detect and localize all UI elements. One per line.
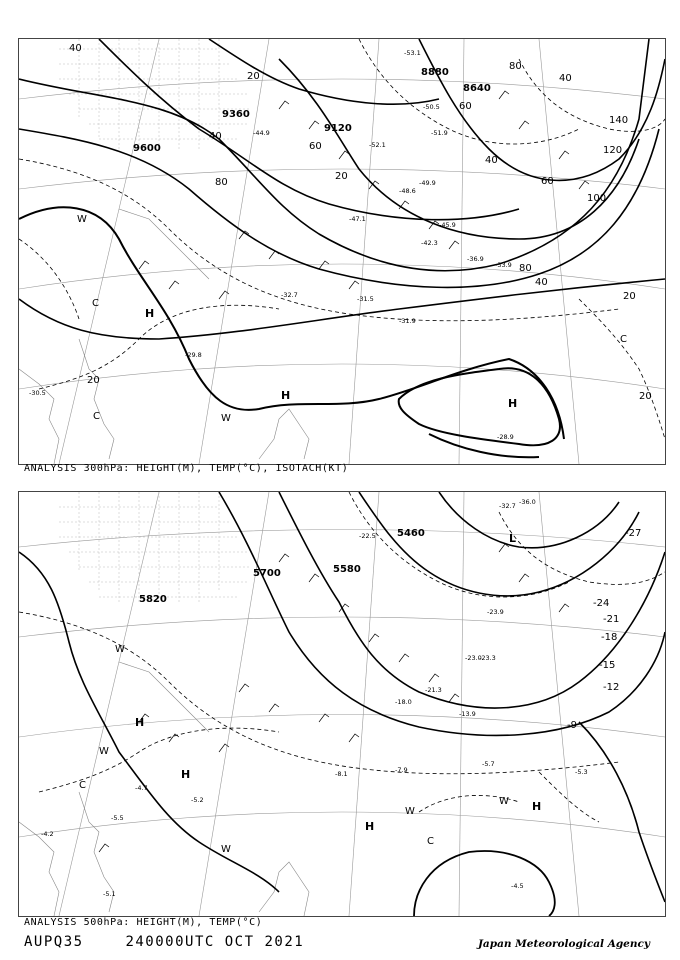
temperature-label: -13.9 xyxy=(459,710,476,718)
temperature-label: -49.9 xyxy=(419,179,436,187)
cold-center: C xyxy=(93,411,100,422)
graticule xyxy=(19,39,665,464)
low-center: L xyxy=(509,532,517,545)
temperature-label: -9 xyxy=(567,720,577,731)
cold-center: C xyxy=(620,334,627,345)
high-center: H xyxy=(365,820,375,833)
temperature-label: -28.9 xyxy=(497,433,514,441)
warm-center: W xyxy=(221,844,231,855)
isotach-label: 80 xyxy=(215,177,228,188)
height-contours xyxy=(19,492,665,902)
temperature-label: -21.3 xyxy=(425,686,442,694)
temperature-label: -30.5 xyxy=(29,389,46,397)
zero-line xyxy=(19,207,564,457)
chart-300hpa-caption: ANALYSIS 300hPa: HEIGHT(M), TEMP(°C), ISOTACH(KT) xyxy=(24,463,349,474)
temperature-label: -52.1 xyxy=(369,141,386,149)
temperature-label: -8.1 xyxy=(335,770,348,778)
valid-time: 240000UTC OCT 2021 xyxy=(125,934,305,950)
temperature-label: -45.9 xyxy=(439,221,456,229)
isotach-label: 20 xyxy=(335,171,348,182)
height-contours xyxy=(19,39,665,339)
temperature-label: -36.9 xyxy=(467,255,484,263)
isotach-label: 60 xyxy=(309,141,322,152)
isotach-label: 20 xyxy=(247,71,260,82)
warm-center: W xyxy=(499,796,509,807)
height-label: 9120 xyxy=(324,123,352,134)
warm-center: W xyxy=(77,214,87,225)
temperature-label: -33.9 xyxy=(495,261,512,269)
warm-center: W xyxy=(405,806,415,817)
temperature-label: -36.0 xyxy=(519,498,536,506)
chart-500hpa xyxy=(18,491,666,917)
height-label: 5820 xyxy=(139,594,167,605)
isotach-label: 80 xyxy=(509,61,522,72)
chart-500hpa-caption: ANALYSIS 500hPa: HEIGHT(M), TEMP(°C) xyxy=(24,917,263,928)
isotach-label: 100 xyxy=(587,193,607,204)
cold-center: C xyxy=(92,298,99,309)
high-center: H xyxy=(135,716,145,729)
temperature-label: -18.0 xyxy=(395,698,412,706)
isotach-label: 20 xyxy=(87,375,100,386)
temperature-label: -5.5 xyxy=(111,814,124,822)
graticule xyxy=(19,492,665,916)
temperature-label: -23.9 xyxy=(487,608,504,616)
temperature-label: -18 xyxy=(601,632,618,643)
isotach-label: 140 xyxy=(609,115,629,126)
product-code: AUPQ35 xyxy=(24,934,84,950)
temperature-label: -47.1 xyxy=(349,215,366,223)
high-center: H xyxy=(508,397,518,410)
temperature-label: -5.2 xyxy=(191,796,204,804)
isotach-label: 20 xyxy=(639,391,652,402)
temperature-label: -48.6 xyxy=(399,187,416,195)
temperature-label: -15 xyxy=(599,660,616,671)
warm-center: W xyxy=(221,413,231,424)
isotach-label: 40 xyxy=(559,73,572,84)
product-header xyxy=(24,934,304,950)
height-label: 5700 xyxy=(253,568,281,579)
temperature-label: -23.0 xyxy=(465,654,482,662)
isotach-label: 40 xyxy=(69,43,82,54)
temperature-label: -29.8 xyxy=(185,351,202,359)
warm-center: W xyxy=(99,746,109,757)
zero-line xyxy=(414,851,555,916)
height-label: 9360 xyxy=(222,109,250,120)
isotach-label: 40 xyxy=(485,155,498,166)
temperature-label: -4.2 xyxy=(41,830,54,838)
chart-300hpa-map xyxy=(19,39,665,464)
height-label: 9600 xyxy=(133,143,161,154)
cold-center: C xyxy=(79,780,86,791)
height-label: 8640 xyxy=(463,83,491,94)
temperature-label: -32.7 xyxy=(281,291,298,299)
temperature-label: -32.7 xyxy=(499,502,516,510)
temperature-label: -42.3 xyxy=(421,239,438,247)
isotach-label: 20 xyxy=(623,291,636,302)
cold-center: C xyxy=(427,836,434,847)
temperature-label: -7.9 xyxy=(395,766,408,774)
isotach-label: 60 xyxy=(459,101,472,112)
temperature-label: -27 xyxy=(625,528,642,539)
coastline xyxy=(19,662,309,916)
high-center: H xyxy=(181,768,191,781)
height-label: 5580 xyxy=(333,564,361,575)
temperature-label: -4.5 xyxy=(511,882,524,890)
temperature-label: -4.7 xyxy=(135,784,148,792)
temperature-label: -44.9 xyxy=(253,129,270,137)
isotach-label: 40 xyxy=(535,277,548,288)
coastline xyxy=(19,209,309,464)
height-label: 8880 xyxy=(421,67,449,78)
temperature-label: -24 xyxy=(593,598,610,609)
isotach-label: 80 xyxy=(519,263,532,274)
chart-500hpa-map xyxy=(19,492,665,916)
agency-credit: Japan Meteorological Agency xyxy=(477,938,650,950)
chart-300hpa xyxy=(18,38,666,465)
temperature-label: -5.1 xyxy=(103,890,116,898)
temperature-label: -12 xyxy=(603,682,620,693)
temperature-label: -5.3 xyxy=(575,768,588,776)
temperature-label: -50.5 xyxy=(423,103,440,111)
temperature-label: -5.7 xyxy=(482,760,495,768)
temperature-label: -21 xyxy=(603,614,620,625)
temperature-label: -31.5 xyxy=(357,295,374,303)
high-center: H xyxy=(281,389,291,402)
temperature-label: -23.3 xyxy=(479,654,496,662)
high-center: H xyxy=(145,307,155,320)
temperature-label: -31.9 xyxy=(399,317,416,325)
hatched-area xyxy=(59,492,249,602)
temperature-label: -51.9 xyxy=(431,129,448,137)
isotach-label: 60 xyxy=(541,176,554,187)
high-center: H xyxy=(532,800,542,813)
temperature-label: -22.5 xyxy=(359,532,376,540)
isotach-label: 120 xyxy=(603,145,623,156)
temperature-label: -53.1 xyxy=(404,49,421,57)
isotach-label: 40 xyxy=(209,131,222,142)
warm-center: W xyxy=(115,644,125,655)
height-label: 5460 xyxy=(397,528,425,539)
